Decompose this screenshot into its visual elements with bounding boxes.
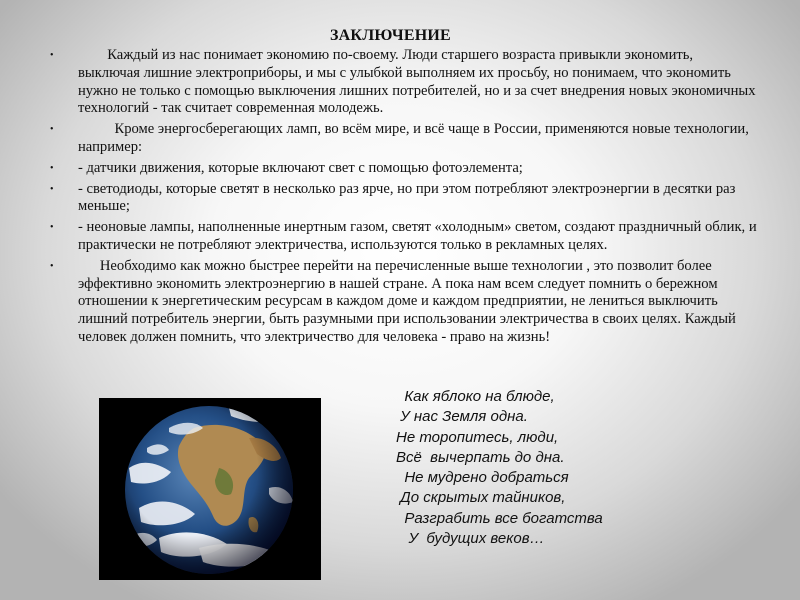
poem-line: У нас Земля одна. [396, 408, 528, 426]
poem-line: Не торопитесь, люди, [396, 428, 559, 446]
bullet-item: • Каждый из нас понимает экономию по-своему. Люди старшего возраста привыкли экономить, выключая лишние электроприборы, и мы с улыбкой выполняем их просьбу, но понимаем, что экономить нужно не только с помощью выключения лишних потребителей, но и за счет внедрения новых экономичных технологий - так считает современная молодежь. [50, 47, 756, 117]
bullet-dot-icon: • [50, 260, 54, 272]
poem-line: У будущих веков… [396, 530, 545, 548]
bullet-item: • - датчики движения, которые включают свет с помощью фотоэлемента; [50, 159, 523, 176]
slide-title: ЗАКЛЮЧЕНИЕ [330, 27, 451, 44]
poem-line: Как яблоко на блюде, [396, 388, 555, 405]
bullet-item: • - светодиоды, которые светят в несколько раз ярче, но при этом потребляют электроэнергии в десятки раз меньше; [50, 180, 736, 215]
poem-line: До скрытых тайников, [396, 489, 566, 507]
poem-line: Всё вычерпать до дна. [396, 448, 565, 466]
poem [396, 387, 603, 549]
poem-line: Не мудрено добраться [396, 469, 569, 487]
bullet-dot-icon: • [50, 222, 54, 234]
bullet-item: • Кроме энергосберегающих ламп, во всём мире, и всё чаще в России, применяются новые технологии, например: [50, 121, 749, 155]
bullet-dot-icon: • [50, 50, 54, 61]
bullet-dot-icon: • [50, 162, 54, 174]
bullet-item: • Необходимо как можно быстрее перейти на перечисленные выше технологии , это позволит более эффективно экономить электроэнергию в нашей стране. А пока нам всем следует помнить о бережном отношении к энергетическим ресурсам в каждом доме и каждом предприятии, не лениться выключить лишний потребитель энергии, быть разумными при использовании электричества в своих целях. Каждый человек должен помнить, что электричество для человека - право на жизнь! [50, 257, 736, 345]
bullet-dot-icon: • [50, 124, 54, 136]
earth-image [99, 398, 321, 580]
bullet-item: • - неоновые лампы, наполненные инертным газом, светят «холодным» светом, создают праздничный облик, и практически не потребляют электричества, используются только в рекламных целях. [50, 219, 757, 253]
bullet-dot-icon: • [50, 183, 54, 195]
bullet-list [48, 47, 758, 350]
poem-line: Разграбить все богатства [396, 509, 603, 527]
earth-globe-icon [99, 398, 321, 580]
